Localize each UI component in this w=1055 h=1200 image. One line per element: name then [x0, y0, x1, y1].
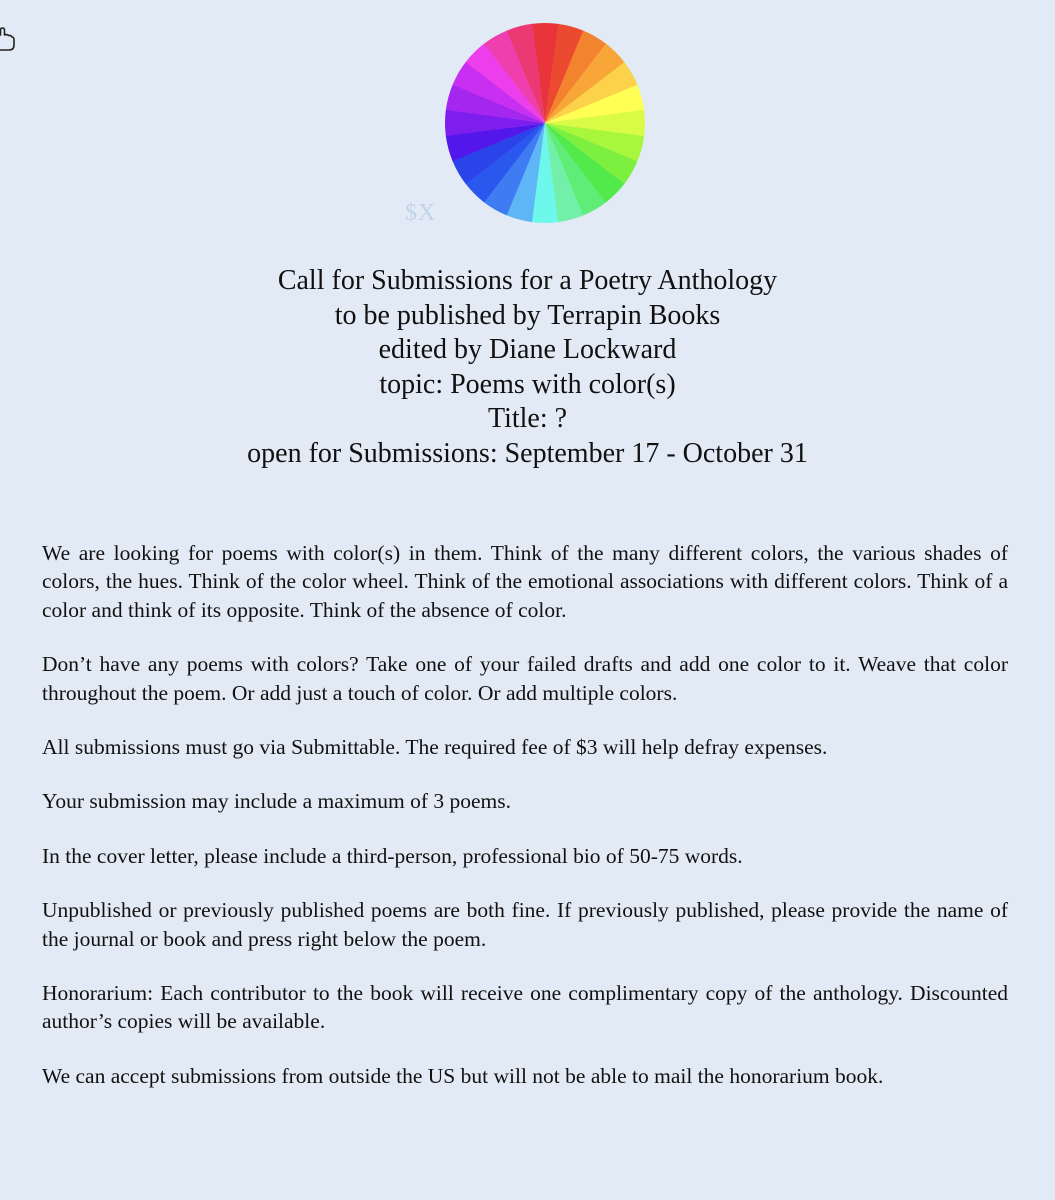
heading-line-book-title: Title: ? — [487, 403, 568, 435]
paragraph-no-color-poems: Don’t have any poems with colors? Take one of your failed drafts and add one color to it. Weave that color throughout the poem. Or add just a touch of color. Or add multiple colors. — [42, 652, 1008, 705]
paragraph-intro: We are looking for poems with color(s) in them. Think of the many different colors, the various shades of colors, the hues. Think of the color wheel. Think of the emotional associations with different colors. Think of a color and think of its opposite. Think of the absence of color. — [42, 541, 1008, 622]
faint-price-text: $X — [405, 200, 437, 226]
heading-line-title: Call for Submissions for a Poetry Anthology — [277, 265, 778, 296]
heading-line-publisher: to be published by Terrapin Books — [334, 299, 721, 331]
guidelines-body — [42, 539, 1008, 1116]
paragraph-bio: In the cover letter, please include a third-person, professional bio of 50-75 words. — [42, 843, 743, 868]
heading-line-editor: edited by Diane Lockward — [378, 334, 677, 366]
heading-line-dates: open for Submissions: September 17 - October 31 — [247, 437, 808, 469]
paragraph-previously-published: Unpublished or previously published poems are both fine. If previously published, please provide the name of the journal or book and press right below the poem. — [42, 898, 1008, 951]
heading-line-topic: topic: Poems with color(s) — [379, 368, 676, 400]
paragraph-submittable-fee: All submissions must go via Submittable. The required fee of $3 will help defray expenses. — [42, 735, 828, 760]
hand-cursor-icon — [0, 26, 16, 52]
color-wheel-icon — [444, 22, 646, 224]
paragraph-max-poems: Your submission may include a maximum of 3 poems. — [42, 789, 512, 814]
paragraph-honorarium: Honorarium: Each contributor to the book will receive one complimentary copy of the anthology. Discounted author’s copies will be available. — [42, 981, 1008, 1034]
paragraph-international: We can accept submissions from outside the US but will not be able to mail the honorarium book. — [42, 1063, 884, 1088]
announcement-heading — [0, 264, 1055, 472]
